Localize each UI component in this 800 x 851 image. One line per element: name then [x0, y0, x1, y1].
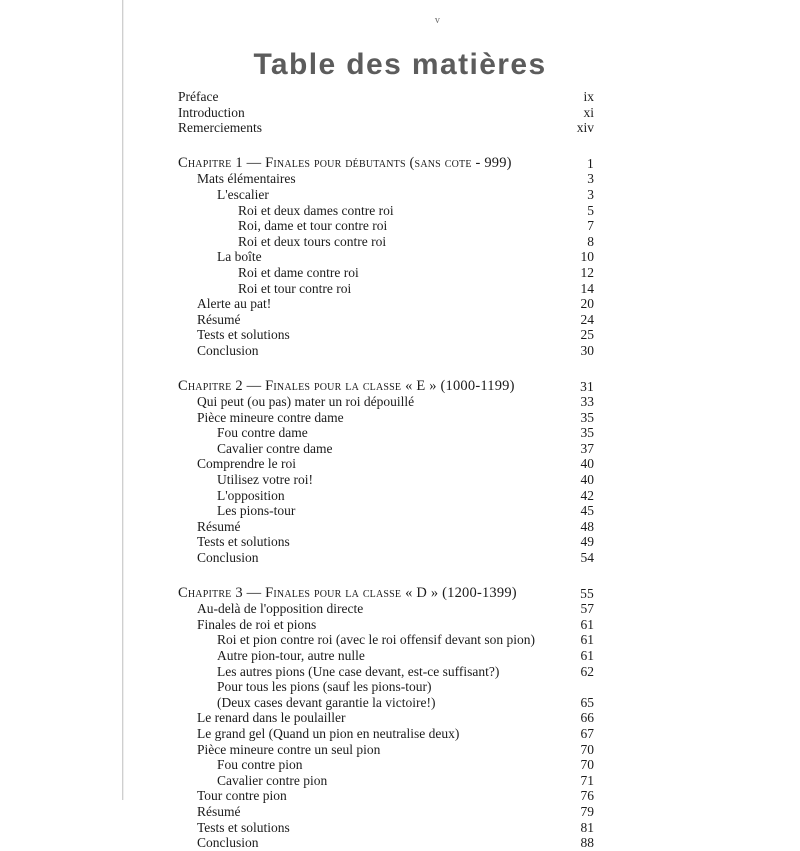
toc-page-number: 57 [580, 601, 594, 617]
toc-page-number: 54 [580, 550, 594, 566]
toc-entry-row[interactable] [178, 726, 594, 742]
toc-page-number: 37 [580, 440, 594, 456]
toc-entry-row[interactable] [178, 503, 594, 519]
toc-entry-row[interactable] [178, 788, 594, 804]
toc-page-number: 30 [580, 342, 594, 358]
toc-entry-row[interactable] [178, 617, 594, 633]
toc-entry-label: Le renard dans le poulailler [197, 710, 346, 726]
toc-page-number: 88 [580, 835, 594, 851]
toc-entry-row[interactable] [178, 632, 594, 648]
toc-page-number: 76 [580, 788, 594, 804]
toc-page-number: 7 [587, 218, 594, 234]
toc-page-number: 14 [580, 280, 594, 296]
toc-page-number: 45 [580, 503, 594, 519]
toc-entry-label: Roi et deux tours contre roi [238, 233, 387, 249]
toc-entry-label: Résumé [197, 311, 241, 327]
toc-page-number: ix [583, 89, 594, 104]
toc-entry-row[interactable] [178, 664, 594, 680]
toc-chapter-heading-label: Chapitre 2 — Finales pour la classe « E » (1000-1199) [178, 377, 515, 394]
toc-entry-row[interactable] [178, 773, 594, 789]
toc-entry-label: Autre pion-tour, autre nulle [217, 648, 365, 663]
toc-page-number: 31 [580, 378, 594, 394]
toc-chapter-heading-label: Chapitre 3 — Finales pour la classe « D » (1200-1399) [178, 584, 517, 601]
toc-entry-label: Fou contre pion [217, 757, 303, 773]
toc-page-number: 61 [580, 632, 594, 648]
toc-entry-row[interactable] [178, 820, 594, 836]
toc-page-number: 33 [580, 394, 594, 410]
toc-page-number: 1 [587, 155, 594, 171]
toc-entry-row[interactable] [178, 601, 594, 617]
toc-entry-label: Roi et tour contre roi [238, 280, 352, 296]
toc-entry-row[interactable] [178, 105, 594, 121]
toc-entry-row[interactable] [178, 281, 594, 297]
toc-page-number: 40 [580, 456, 594, 472]
toc-entry-label: Tests et solutions [197, 327, 290, 343]
toc-entry-row[interactable] [178, 679, 594, 695]
toc-entry-label: L'escalier [217, 186, 269, 202]
toc-chapter-heading[interactable] [178, 379, 594, 395]
toc-entry-label: Les pions-tour [217, 503, 296, 519]
toc-entry-label: La boîte [217, 249, 262, 265]
binding-gutter-shadow [123, 0, 124, 800]
toc-page-number: 81 [580, 819, 594, 835]
toc-entry-row[interactable] [178, 218, 594, 234]
toc-page-number: 8 [587, 233, 594, 249]
toc-page-number: 70 [580, 757, 594, 773]
toc-chapter-heading-label: Chapitre 1 — Finales pour débutants (sans cote - 999) [178, 154, 512, 171]
toc-entry-row[interactable] [178, 710, 594, 726]
toc-entry-label: Conclusion [197, 342, 259, 358]
toc-entry-label: Préface [178, 89, 219, 104]
page-title: Table des matières [253, 48, 547, 81]
toc-entry-label: Fou contre dame [217, 425, 308, 441]
toc-page-number: 71 [580, 772, 594, 788]
toc-entry-row[interactable] [178, 89, 594, 105]
toc-entry-label: Cavalier contre dame [217, 440, 333, 456]
toc-entry-row[interactable] [178, 804, 594, 820]
toc-entry-row[interactable] [178, 488, 594, 504]
toc-page-number: 55 [580, 585, 594, 601]
toc-entry-label: Les autres pions (Une case devant, est-ce suffisant?) [217, 663, 500, 679]
toc-page-number: 61 [580, 648, 594, 663]
toc-entry-row[interactable] [178, 534, 594, 550]
toc-page-number: 62 [580, 663, 594, 679]
toc-entry-label: Remerciements [178, 120, 262, 136]
toc-entry-row[interactable] [178, 343, 594, 359]
toc-section-gap [178, 359, 594, 379]
toc-page-number: 5 [587, 202, 594, 218]
toc-entry-row[interactable] [178, 265, 594, 281]
toc-page-number: 42 [580, 487, 594, 503]
toc-page-number: 70 [580, 741, 594, 757]
toc-entry-label: Alerte au pat! [197, 296, 272, 312]
toc-entry-label: Cavalier contre pion [217, 772, 328, 788]
toc-entry-row[interactable] [178, 550, 594, 566]
toc-entry-row[interactable] [178, 835, 594, 851]
toc-page-number: 79 [580, 803, 594, 819]
toc-entry-row[interactable] [178, 120, 594, 136]
toc-page-number: 67 [580, 725, 594, 741]
toc-entry-label: Pour tous les pions (sauf les pions-tour) [217, 679, 432, 695]
toc-entry-row[interactable] [178, 441, 594, 457]
toc-entry-label: Roi et pion contre roi (avec le roi offensif devant son pion) [217, 632, 536, 648]
toc-section-gap [178, 136, 594, 156]
toc-entry-label: Roi et dame contre roi [238, 264, 359, 280]
toc-entry-row[interactable] [178, 425, 594, 441]
toc-entry-row[interactable] [178, 312, 594, 328]
toc-entry-label: Roi, dame et tour contre roi [238, 218, 388, 234]
toc-entry-label: Mats élémentaires [197, 171, 296, 187]
toc-page-number: 3 [587, 171, 594, 187]
toc-entry-label: Tour contre pion [197, 788, 287, 804]
toc-entry-row[interactable] [178, 394, 594, 410]
toc-chapter-heading[interactable] [178, 156, 594, 172]
toc-entry-row[interactable] [178, 171, 594, 187]
toc-entry-label: Tests et solutions [197, 819, 290, 835]
toc-page-number: 35 [580, 409, 594, 425]
toc-entry-row[interactable] [178, 456, 594, 472]
toc-page-number: 35 [580, 425, 594, 441]
toc-entry-row[interactable] [178, 472, 594, 488]
toc-entry-label: Finales de roi et pions [197, 616, 317, 632]
toc-page-number: 24 [580, 311, 594, 327]
toc-entry-label: Résumé [197, 803, 241, 819]
toc-entry-row[interactable] [178, 410, 594, 426]
toc-entry-label: Qui peut (ou pas) mater un roi dépouillé [197, 394, 415, 410]
toc-entry-label: Conclusion [197, 550, 259, 566]
toc-page-number: xiv [576, 120, 594, 136]
toc-entry-label: Utilisez votre roi! [217, 472, 313, 488]
toc-entry-row[interactable] [178, 327, 594, 343]
toc-entry-label: (Deux cases devant garantie la victoire!) [217, 694, 436, 710]
toc-page-number: 49 [580, 534, 594, 550]
toc-entry-row[interactable] [178, 187, 594, 203]
toc-section-gap [178, 566, 594, 586]
toc-page-number: 61 [580, 616, 594, 632]
toc-entry-label: Pièce mineure contre dame [197, 409, 344, 425]
toc-entry-row[interactable] [178, 742, 594, 758]
toc-page-number: 65 [580, 694, 594, 710]
toc-entry-label: Comprendre le roi [197, 456, 296, 472]
toc-page-number: 10 [580, 249, 594, 265]
toc-page-number: 25 [580, 327, 594, 343]
toc-entry-row[interactable] [178, 249, 594, 265]
toc-entry-label: Pièce mineure contre un seul pion [197, 741, 381, 757]
toc-entry-label: L'opposition [217, 487, 285, 503]
toc-entry-label: Tests et solutions [197, 534, 290, 550]
toc-entry-label: Résumé [197, 518, 241, 534]
page-folio: v [434, 15, 441, 26]
toc-entry-label: Le grand gel (Quand un pion en neutralise deux) [197, 725, 460, 741]
toc-entry-row[interactable] [178, 695, 594, 711]
toc-page-number: 40 [580, 472, 594, 488]
toc-entry-row[interactable] [178, 234, 594, 250]
toc-chapter-heading[interactable] [178, 586, 594, 602]
toc-entry-label: Au-delà de l'opposition directe [197, 601, 364, 617]
toc-entry-row[interactable] [178, 296, 594, 312]
toc-page-number: 12 [580, 264, 594, 280]
toc-page-number: 20 [580, 296, 594, 312]
toc-entry-label: Roi et deux dames contre roi [238, 202, 394, 218]
toc-entry-row[interactable] [178, 203, 594, 219]
toc-entry-label: Conclusion [197, 835, 259, 851]
toc-page-number: 48 [580, 518, 594, 534]
toc-entry-label: Introduction [178, 104, 245, 120]
toc-page-number: xi [583, 104, 594, 120]
toc-page-number: 3 [587, 186, 594, 202]
table-of-contents [178, 89, 594, 851]
toc-entry-row[interactable] [178, 519, 594, 535]
toc-page-number: 66 [580, 710, 594, 726]
toc-entry-row[interactable] [178, 757, 594, 773]
toc-entry-row[interactable] [178, 648, 594, 664]
